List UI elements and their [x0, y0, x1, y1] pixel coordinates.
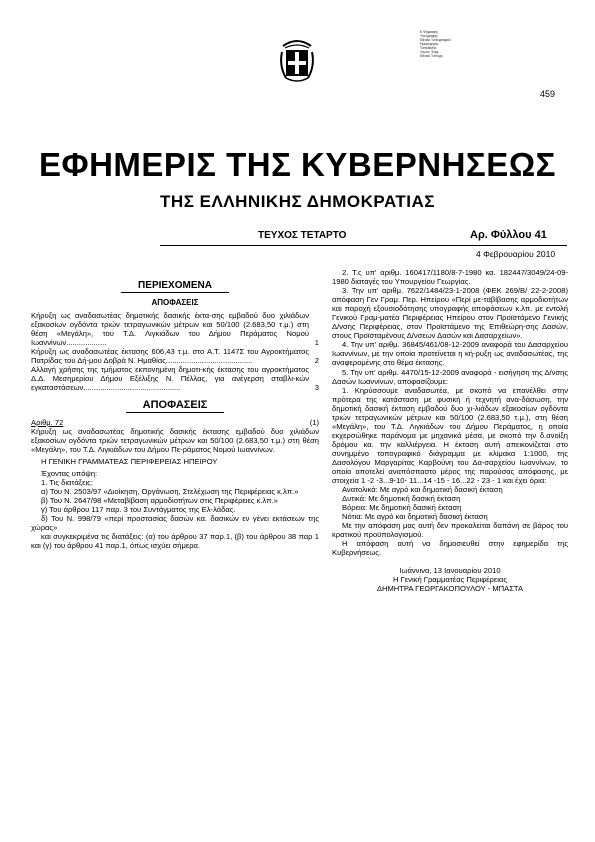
paragraph: 1. Τις διατάξεις: — [41, 477, 93, 487]
digital-signature-note: Ε.Ψηφιακής Υπογραφής Εθνικό Τυπογραφείο Ημερομηνία: Τοποθεσία: Λόγος: Ψηφ. Εθνικό Τυπογρ. — [420, 30, 451, 58]
border-north: Βόρεια: Με δημοτική δασική έκταση — [342, 503, 462, 513]
paragraph: 3. Την υπ' αριθμ. 7622/1484/23-1-2008 (ΦΕΚ 269/Β/ 22-2-2008) απόφαση Γεν Γραμ. Περ. Ηπείρου «Περί με-ταβίβασης αρμοδιοτήτων και παροχή εξουσιοδότησης υπογραφής αποφάσεων κ.λπ. με εντολή Γενικού Γραμ-ματέα Περιφέρειας Ηπείρου στον Προϊστάμενο Γενικής Δ/νσης Περιφέρειας, στον Προϊστάμενο της Επιθεώρη-σης Δασών, στους Προϊσταμένους Δ/νσεων Δασών και Δασαρχείων». — [332, 286, 568, 341]
paragraph: γ) Του άρθρου 117 παρ. 3 του Συντάγματος της Ελ-λάδας. — [41, 504, 236, 514]
paragraph: 2. Τ.ς υπ' αριθμ. 160417/1180/8-7-1980 κα. 182447/3049/24-09-1980 διαταγές του Υπουργείου Γεωργίας. — [332, 268, 568, 287]
publish-note: Η απόφαση αυτή να δημοσιευθεί στην εφημερίδα της Κυβερνήσεως. — [332, 539, 568, 558]
cost-note: Με την απόφαση μας αυτή δεν προκαλείται δαπάνη σε βάρος του κρατικού προϋπολογισμού. — [332, 521, 568, 540]
paragraph: 1. Κηρύσσουμε αναδασωτέα, με σκοπό να επανέλθει στην πρότερα της κατάσταση με φυσική ή τεχνητή ανα-δάσωση, την δημοτική δασική έκταση εμβαδού δυο χι-λιάδων εξακοσίων ογδόντα τριών τετραγωνικών μέτρων και 50/100 (2.683,50 τ.μ.), στη θέση «Μεγάλη», του Τ.Δ. Λιγκιάδων του Δήμου Περάματος, η οποία εκχερσώθηκε παράνομα με μηχανικά μέσα, με σκοπό την δ.ανοίξη δρόμου κα. την καλλιέργεια. Η έκταση αυτή απεικονίζεται στο συνημμένο τοπογραφικό διάγραμμα με κλίμακα 1:1000, της Δασολόγου Μαργαρίτας Καρβούνη του Δα-σαρχείου Ιωαννίνων, το οποίο αποτελεί αναπόσπαστο μέρος της παρούσας απόφασης, με στοιχεία 1 -2 -3...9-10- 11...14 -15 - 16...22 - 23 - 1 και έχει όρια: — [332, 385, 568, 486]
decision-ref-num: (1) — [309, 417, 319, 427]
border-south: Νότια: Με αγρό και δημοτική δασική έκταση — [342, 512, 488, 522]
decision-ref-label: Αριθμ. 72 — [31, 417, 64, 427]
decision-ref — [31, 418, 319, 427]
border-east: Ανατολικά: Με αγρό και δημοτική δασική έκταση — [342, 485, 503, 495]
gazette-subtitle: ΤΗΣ ΕΛΛΗΝΙΚΗΣ ΔΗΜΟΚΡΑΤΙΑΣ — [160, 192, 435, 211]
decisions-rule — [126, 412, 224, 413]
signoff-date: Ιωάννινα, 13 Ιανουαρίου 2010 — [399, 565, 501, 575]
signoff-name: ΔΗΜΗΤΡΑ ΓΕΩΡΓΑΚΟΠΟΥΛΟΥ - ΜΠΑΣΤΑ — [376, 583, 524, 593]
signoff-role: Η Γενική Γραμματέας Περιφέρειας — [393, 574, 507, 584]
greek-coat-of-arms-icon — [277, 32, 317, 84]
decision-summary: Κήρυξη ως αναδασωτέας δημοτικής δασικής έκτασης εμβαδού δυο χιλιάδων εξακοσίων ογδόντα τριών τετραγωνικών μέτρων και 50/100 (2.683,50 τ.μ.) στη θέση «Μεγάλη», του Τ.Δ. Λιγκιάδων του Δήμου Πε-ράματος Νομού Ιωαννίνων. — [31, 426, 319, 454]
toc-item[interactable]: Κήρυξη ως αναδασωτέας έκτασης 606,43 τ.μ. στο Α.Τ. 1147Σ του Αγροκτήματος Πατρίδας του Δή-μου Δοβρά Ν. Ημαθίας......................................... 2 — [31, 347, 319, 366]
header-rule — [160, 245, 567, 246]
contents-rule — [121, 292, 229, 293]
contents-title: ΠΕΡΙΕΧΟΜΕΝΑ — [138, 280, 212, 291]
toc-item[interactable]: Κήρυξη ως αναδασωτέας δημοτικής δασικής έκτα-σης εμβαδού δυο χιλιάδων εξακοσίων ογδόντα τριών τετραγωνικών μέτρων και 50/100 (2.683,50 τ.μ.) στη θέση «Μεγάλη», του Τ.Δ. Λιγκιάδων του Δήμου Περάματος Νομού Ιωαννίνων................... 1 — [31, 311, 319, 348]
page-number: 459 — [540, 89, 556, 99]
paragraph: α) Του Ν. 2503/97 «Διοίκηση, Οργάνωση, Στελέχωση της Περιφέρειας κ.λπ.» — [41, 486, 299, 496]
issue-date: 4 Φεβρουαρίου 2010 — [476, 249, 556, 259]
paragraph: 4. Την υπ' αριθμ. 36845/461/08-12-2009 αναφορά του Δασαρχείου Ιωαννίνων, με την οποία προτείνεται η κή-ρυξη ως αναδασωτέας, της αναφερομένης στο θέμα έκτασης. — [332, 340, 568, 368]
border-west: Δυτικά: Με δημοτική δασική έκταση — [342, 494, 461, 504]
toc-item[interactable]: Αλλαγή χρήσης της τμήματος εκπονημένη δημοτι-κής έκτασης του αγροκτήματος Δ.Δ. Μεσημερίου Δήμου Εξέλιξης Ν. Πέλλας, για ανέγερση σταβλι-κών εγκαταστάσεων.............................................. 3 — [31, 365, 319, 393]
gazette-title: ΕΦΗΜΕΡΙΣ ΤΗΣ ΚΥΒΕΡΝΗΣΕΩΣ — [39, 146, 556, 183]
paragraph: 5. Την υπ' αριθμ. 4470/15-12-2009 αναφορά - εισήγηση της Δ/νσης Δασών Ιωαννίνων, αποφασίζουμε: — [332, 367, 568, 386]
paragraph: δ) Του Ν. 998/79 «περί προστασίας δασών κα. δασικών εν γένει εκτάσεων της χώρας» — [31, 514, 319, 533]
paragraph: Έχοντας υπόψη: — [41, 468, 98, 478]
decisions-title: ΑΠΟΦΑΣΕΙΣ — [151, 298, 199, 308]
issuing-authority: Η ΓΕΝΙΚΗ ΓΡΑΜΜΑΤΕΑΣ ΠΕΡΙΦΕΡΕΙΑΣ ΗΠΕΙΡΟΥ — [41, 456, 218, 466]
paragraph: β) Του Ν. 2647/98 «Μεταβίβαση αρμοδιοτήτων στις Περιφέρειες κ.λπ.» — [41, 495, 278, 505]
paragraph: και συγκεκριμένα τις διατάξεις: (α) του άρθρου 37 παρ.1, (β) του άρθρου 38 παρ 1 και (γ) του άρθρου 41 παρ.1, όπως ισχύει σήμερα. — [31, 532, 319, 551]
issue-label: ΤΕΥΧΟΣ ΤΕΤΑΡΤΟ — [258, 230, 347, 241]
right-column — [332, 268, 568, 593]
left-column — [31, 281, 319, 550]
sheet-number: Αρ. Φύλλου 41 — [470, 229, 547, 241]
decisions-heading: ΑΠΟΦΑΣΕΙΣ — [142, 398, 208, 411]
